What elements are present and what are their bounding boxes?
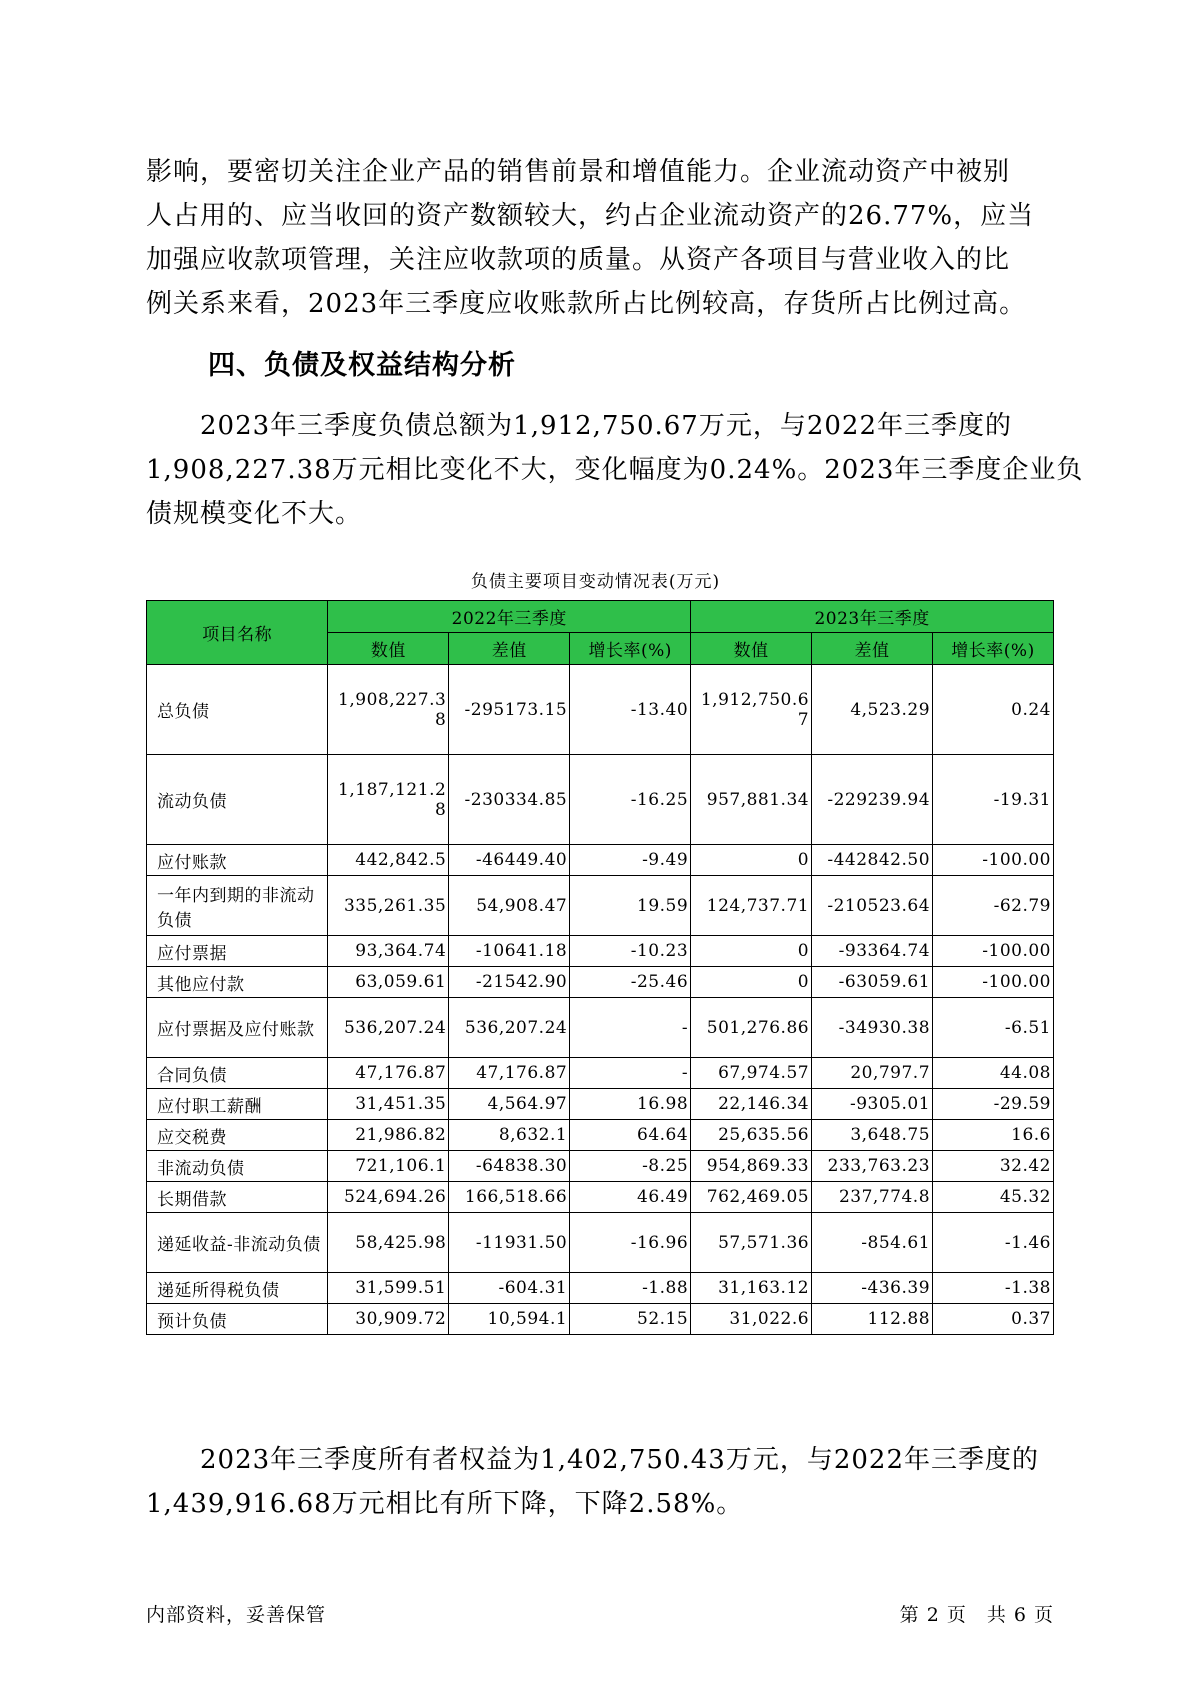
- cell-v2: 22,146.34: [691, 1089, 812, 1120]
- header-period-2023: 2023年三季度: [691, 601, 1054, 633]
- cell-r1: -16.25: [570, 755, 691, 845]
- cell-r1: -10.23: [570, 936, 691, 967]
- cell-d2: 20,797.7: [812, 1058, 933, 1089]
- table-row: [147, 1213, 1054, 1273]
- cell-d2: 233,763.23: [812, 1151, 933, 1182]
- cell-r2: -100.00: [933, 967, 1054, 998]
- paragraph-equity-summary: [146, 1438, 1046, 1526]
- row-label: 流动负债: [147, 755, 328, 845]
- text-line: 人占用的、应当收回的资产数额较大，约占企业流动资产的26.77%，应当: [146, 201, 1035, 231]
- cell-v2: 31,163.12: [691, 1273, 812, 1304]
- paragraph-asset-analysis: [146, 150, 1046, 326]
- cell-d1: -230334.85: [449, 755, 570, 845]
- table-caption: 负债主要项目变动情况表(万元): [470, 572, 721, 592]
- row-label: 预计负债: [147, 1304, 328, 1335]
- cell-d1: 4,564.97: [449, 1089, 570, 1120]
- cell-r1: -1.88: [570, 1273, 691, 1304]
- row-label: 应付票据: [147, 936, 328, 967]
- cell-r2: 32.42: [933, 1151, 1054, 1182]
- cell-v1: 721,106.1: [328, 1151, 449, 1182]
- cell-d2: 237,774.8: [812, 1182, 933, 1213]
- cell-r1: -8.25: [570, 1151, 691, 1182]
- cell-r2: -29.59: [933, 1089, 1054, 1120]
- cell-d1: -21542.90: [449, 967, 570, 998]
- cell-r2: -6.51: [933, 998, 1054, 1058]
- cell-v2: 31,022.6: [691, 1304, 812, 1335]
- row-label: 长期借款: [147, 1182, 328, 1213]
- cell-r1: 16.98: [570, 1089, 691, 1120]
- table-row: [147, 1182, 1054, 1213]
- header-diff: 差值: [449, 633, 570, 665]
- cell-v1: 58,425.98: [328, 1213, 449, 1273]
- cell-d2: -34930.38: [812, 998, 933, 1058]
- cell-v2: 25,635.56: [691, 1120, 812, 1151]
- text-line: 1,908,227.38万元相比变化不大，变化幅度为0.24%。2023年三季度企业负: [146, 455, 1084, 485]
- cell-v1: 30,909.72: [328, 1304, 449, 1335]
- text-line: 债规模变化不大。: [146, 499, 363, 529]
- cell-v2: 124,737.71: [691, 876, 812, 936]
- text-line: 影响，要密切关注企业产品的销售前景和增值能力。企业流动资产中被别: [146, 157, 1011, 187]
- cell-d1: 10,594.1: [449, 1304, 570, 1335]
- cell-v2: 67,974.57: [691, 1058, 812, 1089]
- row-label: 应付票据及应付账款: [147, 998, 328, 1058]
- cell-v1: 31,599.51: [328, 1273, 449, 1304]
- cell-r2: -19.31: [933, 755, 1054, 845]
- table-row: [147, 755, 1054, 845]
- cell-v2: 501,276.86: [691, 998, 812, 1058]
- cell-r2: 0.37: [933, 1304, 1054, 1335]
- cell-r2: -1.46: [933, 1213, 1054, 1273]
- cell-v2: 0: [691, 967, 812, 998]
- cell-v2: 1,912,750.67: [691, 665, 812, 755]
- row-label: 应交税费: [147, 1120, 328, 1151]
- cell-d1: -64838.30: [449, 1151, 570, 1182]
- cell-r1: -: [570, 1058, 691, 1089]
- header-rate: 增长率(%): [570, 633, 691, 665]
- cell-r1: -16.96: [570, 1213, 691, 1273]
- cell-r1: 52.15: [570, 1304, 691, 1335]
- table-row: [147, 967, 1054, 998]
- cell-v1: 21,986.82: [328, 1120, 449, 1151]
- cell-v1: 536,207.24: [328, 998, 449, 1058]
- cell-d2: 112.88: [812, 1304, 933, 1335]
- row-label: 递延收益-非流动负债: [147, 1213, 328, 1273]
- cell-d2: -63059.61: [812, 967, 933, 998]
- cell-v1: 1,187,121.28: [328, 755, 449, 845]
- header-diff: 差值: [812, 633, 933, 665]
- cell-r2: -62.79: [933, 876, 1054, 936]
- cell-r2: -100.00: [933, 845, 1054, 876]
- cell-r2: -100.00: [933, 936, 1054, 967]
- cell-r2: -1.38: [933, 1273, 1054, 1304]
- table-row: [147, 998, 1054, 1058]
- cell-v1: 335,261.35: [328, 876, 449, 936]
- cell-r2: 0.24: [933, 665, 1054, 755]
- cell-v2: 57,571.36: [691, 1213, 812, 1273]
- header-rate: 增长率(%): [933, 633, 1054, 665]
- cell-d2: 4,523.29: [812, 665, 933, 755]
- cell-r1: -: [570, 998, 691, 1058]
- page-number: 第 2 页 共 6 页: [899, 1604, 1054, 1626]
- cell-v1: 31,451.35: [328, 1089, 449, 1120]
- row-label: 合同负债: [147, 1058, 328, 1089]
- cell-v1: 93,364.74: [328, 936, 449, 967]
- section-heading: 四、负债及权益结构分析: [208, 350, 516, 381]
- table-row: [147, 876, 1054, 936]
- cell-v2: 0: [691, 936, 812, 967]
- cell-d2: -93364.74: [812, 936, 933, 967]
- cell-d2: -436.39: [812, 1273, 933, 1304]
- cell-d2: 3,648.75: [812, 1120, 933, 1151]
- cell-v1: 1,908,227.38: [328, 665, 449, 755]
- table-row: [147, 1273, 1054, 1304]
- cell-r2: 44.08: [933, 1058, 1054, 1089]
- table-row: [147, 936, 1054, 967]
- table-row: [147, 1089, 1054, 1120]
- header-value: 数值: [691, 633, 812, 665]
- text-line: 2023年三季度负债总额为1,912,750.67万元，与2022年三季度的: [146, 411, 1013, 441]
- table-row: [147, 1058, 1054, 1089]
- cell-d1: -10641.18: [449, 936, 570, 967]
- cell-v2: 0: [691, 845, 812, 876]
- cell-d2: -442842.50: [812, 845, 933, 876]
- text-line: 2023年三季度所有者权益为1,402,750.43万元，与2022年三季度的: [146, 1445, 1040, 1475]
- row-label: 总负债: [147, 665, 328, 755]
- header-item-name: 项目名称: [147, 601, 328, 665]
- cell-r2: 16.6: [933, 1120, 1054, 1151]
- row-label: 其他应付款: [147, 967, 328, 998]
- paragraph-liability-summary: [146, 404, 1084, 536]
- cell-r1: -25.46: [570, 967, 691, 998]
- table-row: [147, 1120, 1054, 1151]
- cell-d2: -9305.01: [812, 1089, 933, 1120]
- cell-v1: 63,059.61: [328, 967, 449, 998]
- cell-d1: -46449.40: [449, 845, 570, 876]
- cell-r2: 45.32: [933, 1182, 1054, 1213]
- cell-r1: -9.49: [570, 845, 691, 876]
- text-line: 加强应收款项管理，关注应收款项的质量。从资产各项目与营业收入的比: [146, 245, 1011, 275]
- table-row: [147, 665, 1054, 755]
- cell-d1: 536,207.24: [449, 998, 570, 1058]
- cell-d1: -604.31: [449, 1273, 570, 1304]
- liability-table: [146, 600, 1054, 1335]
- cell-r1: -13.40: [570, 665, 691, 755]
- row-label: 应付账款: [147, 845, 328, 876]
- row-label: 一年内到期的非流动负债: [147, 876, 328, 936]
- header-period-2022: 2022年三季度: [328, 601, 691, 633]
- cell-d2: -854.61: [812, 1213, 933, 1273]
- cell-r1: 19.59: [570, 876, 691, 936]
- text-line: 例关系来看，2023年三季度应收账款所占比例较高，存货所占比例过高。: [146, 289, 1027, 319]
- cell-d1: 47,176.87: [449, 1058, 570, 1089]
- cell-d1: 54,908.47: [449, 876, 570, 936]
- cell-d1: 8,632.1: [449, 1120, 570, 1151]
- table-row: [147, 1304, 1054, 1335]
- cell-d2: -210523.64: [812, 876, 933, 936]
- cell-v1: 47,176.87: [328, 1058, 449, 1089]
- row-label: 非流动负债: [147, 1151, 328, 1182]
- table-row: [147, 845, 1054, 876]
- cell-d1: 166,518.66: [449, 1182, 570, 1213]
- text-line: 1,439,916.68万元相比有所下降，下降2.58%。: [146, 1489, 744, 1519]
- cell-v1: 524,694.26: [328, 1182, 449, 1213]
- row-label: 应付职工薪酬: [147, 1089, 328, 1120]
- row-label: 递延所得税负债: [147, 1273, 328, 1304]
- cell-d1: -295173.15: [449, 665, 570, 755]
- cell-v1: 442,842.5: [328, 845, 449, 876]
- header-value: 数值: [328, 633, 449, 665]
- cell-r1: 46.49: [570, 1182, 691, 1213]
- cell-v2: 762,469.05: [691, 1182, 812, 1213]
- table-row: [147, 1151, 1054, 1182]
- cell-v2: 957,881.34: [691, 755, 812, 845]
- footer-note: 内部资料，妥善保管: [146, 1604, 327, 1626]
- cell-v2: 954,869.33: [691, 1151, 812, 1182]
- cell-d2: -229239.94: [812, 755, 933, 845]
- cell-d1: -11931.50: [449, 1213, 570, 1273]
- cell-r1: 64.64: [570, 1120, 691, 1151]
